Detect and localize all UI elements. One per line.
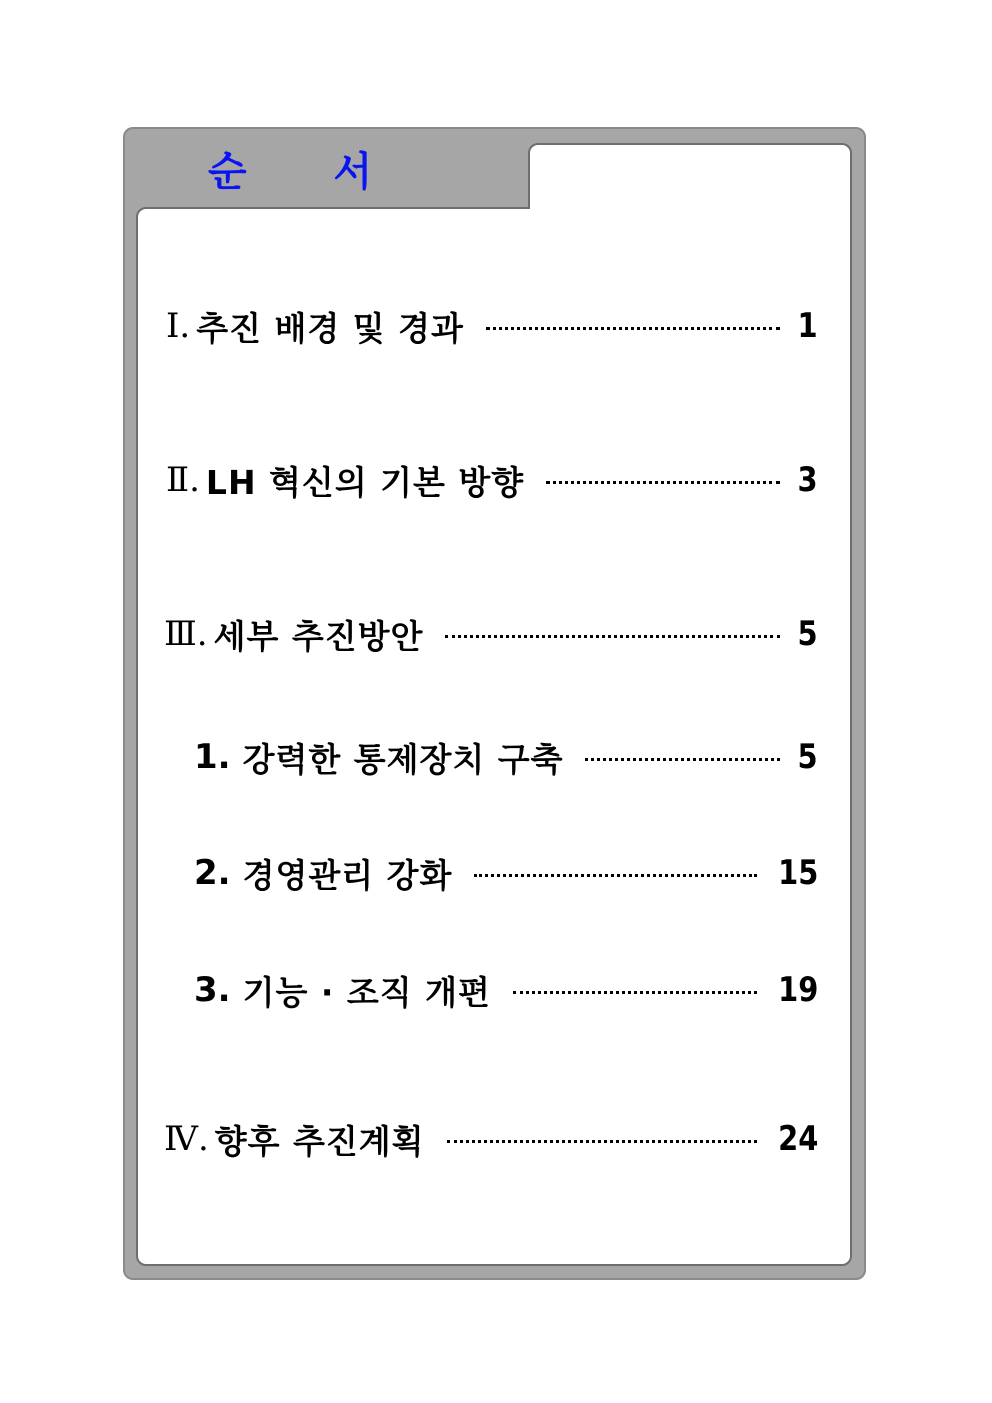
- toc-entry-number: Ⅱ.: [166, 460, 200, 500]
- toc-entry-label: 기능 · 조직 개편: [242, 972, 491, 1012]
- toc-entry-number: 3.: [194, 970, 231, 1010]
- toc-leader-dots: [585, 758, 780, 761]
- toc-entry-label: LH 혁신의 기본 방향: [205, 462, 525, 502]
- toc-entry-number: 2.: [194, 853, 231, 893]
- toc-entry-page: 5: [797, 614, 818, 654]
- toc-entry-page: 5: [797, 737, 818, 777]
- toc-entry-label: 세부 추진방안: [213, 616, 424, 656]
- toc-leader-dots: [513, 991, 757, 994]
- toc-entry-1[interactable]: [166, 304, 818, 348]
- toc-title: [180, 143, 400, 193]
- title-char-1: 순: [208, 148, 247, 195]
- toc-entry-number: Ⅳ.: [164, 1119, 209, 1159]
- toc-entry-3[interactable]: [164, 612, 818, 656]
- toc-leader-dots: [447, 1140, 757, 1143]
- toc-entry-label: 향후 추진계획: [214, 1121, 425, 1161]
- toc-entry-page: 3: [797, 460, 818, 500]
- toc-subentry-2[interactable]: [194, 851, 818, 895]
- toc-entry-number: 1.: [194, 737, 231, 777]
- toc-leader-dots: [474, 874, 756, 877]
- title-char-2: 서: [333, 148, 372, 195]
- toc-subentry-3[interactable]: [194, 968, 818, 1012]
- toc-entry-2[interactable]: [166, 458, 818, 502]
- toc-leader-dots: [546, 481, 780, 484]
- toc-leader-dots: [445, 635, 780, 638]
- toc-entry-label: 추진 배경 및 경과: [196, 308, 464, 348]
- toc-entry-4[interactable]: [164, 1117, 818, 1161]
- toc-entry-page: 15: [777, 853, 818, 893]
- toc-entry-page: 1: [797, 306, 818, 346]
- toc-leader-dots: [486, 327, 780, 330]
- toc-subentry-1[interactable]: [194, 735, 818, 779]
- toc-entry-label: 경영관리 강화: [242, 855, 453, 895]
- toc-entry-page: 19: [777, 970, 818, 1010]
- toc-entry-page: 24: [777, 1119, 818, 1159]
- toc-entry-label: 강력한 통제장치 구축: [242, 739, 564, 779]
- tab-panel-join: [530, 205, 850, 225]
- toc-entry-number: Ⅲ.: [164, 614, 208, 654]
- toc-entry-number: Ⅰ.: [166, 306, 191, 346]
